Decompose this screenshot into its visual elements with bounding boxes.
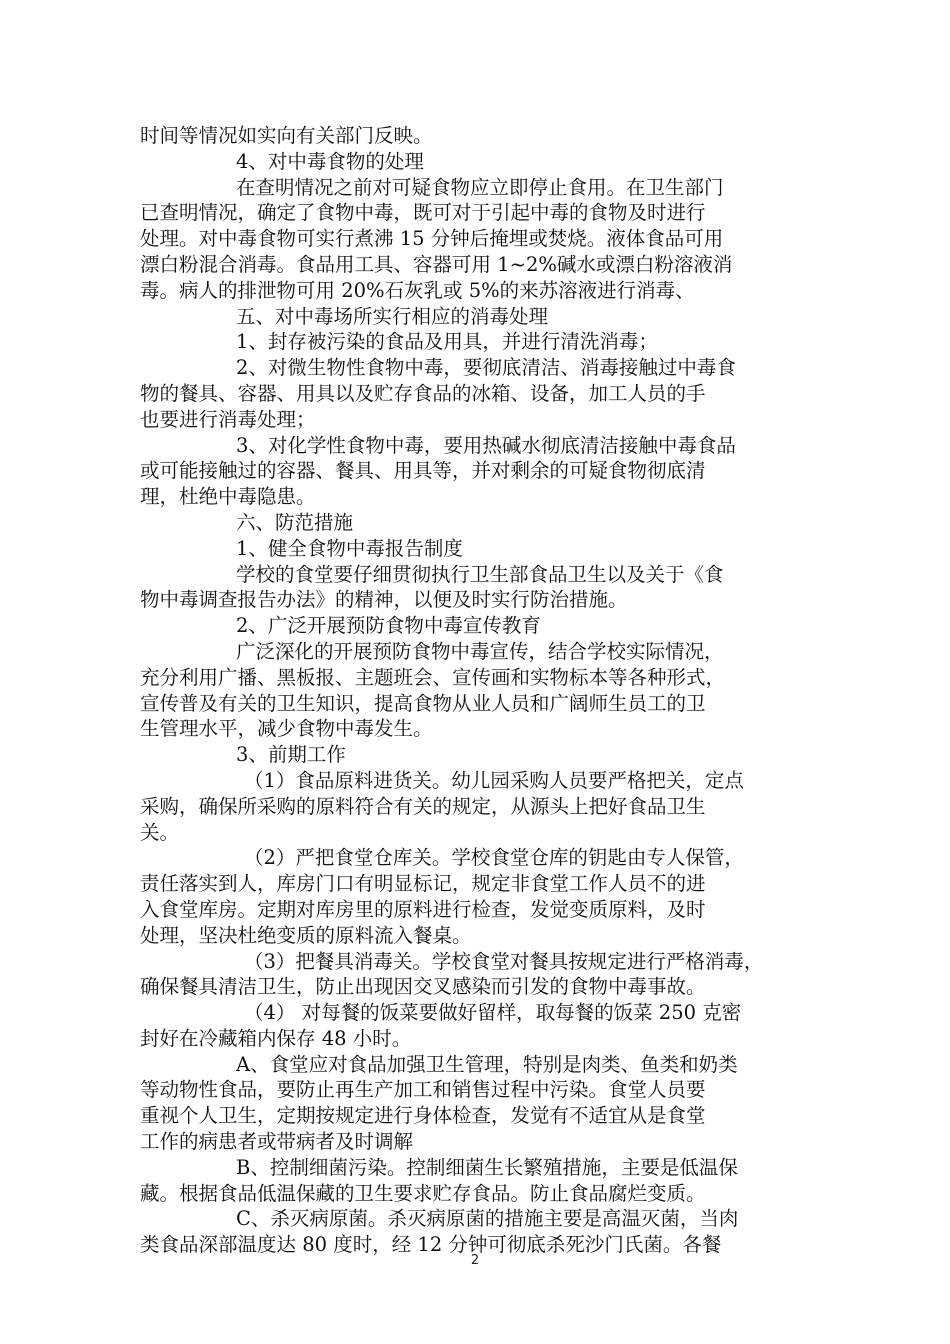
section-heading: 3、前期工作 bbox=[236, 743, 346, 767]
section-heading: 六、防范措施 bbox=[236, 510, 354, 534]
text-line: 或可能接触过的容器、餐具、用具等，并对剩余的可疑食物彻底清 bbox=[140, 459, 706, 483]
text-line: 工作的病患者或带病者及时调解 bbox=[140, 1130, 414, 1154]
section-heading: 4、对中毒食物的处理 bbox=[236, 149, 424, 173]
text-line: 宣传普及有关的卫生知识，提高食物从业人员和广阔师生员工的卫 bbox=[140, 691, 706, 715]
text-line: 封好在冷藏箱内保存 48 小时。 bbox=[140, 1026, 412, 1050]
text-line: 等动物性食品，要防止再生产加工和销售过程中污染。食堂人员要 bbox=[140, 1078, 706, 1102]
text-line: 处理，坚决杜绝变质的原料流入餐桌。 bbox=[140, 923, 472, 947]
text-line: 1、封存被污染的食品及用具，并进行清洗消毒； bbox=[236, 330, 658, 354]
text-line: 时间等情况如实向有关部门反映。 bbox=[140, 124, 433, 147]
text-line: 学校的食堂要仔细贯彻执行卫生部食品卫生以及关于《食 bbox=[236, 562, 724, 586]
text-line: 毒。病人的排泄物可用 20%石灰乳或 5%的来苏溶液进行消毒、 bbox=[140, 278, 695, 302]
text-line: 也要进行消毒处理； bbox=[140, 407, 316, 431]
text-line: 重视个人卫生，定期按规定进行身体检查，发觉有不适宜从是食堂 bbox=[140, 1104, 706, 1128]
text-line: 物中毒调查报告办法》的精神，以便及时实行防治措施。 bbox=[140, 588, 628, 612]
document-body bbox=[140, 123, 820, 1258]
text-line: 理，杜绝中毒隐患。 bbox=[140, 485, 316, 509]
text-line: （3）把餐具消毒关。学校食堂对餐具按规定进行严格消毒， bbox=[244, 949, 764, 973]
text-line: 关。 bbox=[140, 820, 180, 844]
section-heading: 五、对中毒场所实行相应的消毒处理 bbox=[236, 304, 549, 328]
text-line: 漂白粉混合消毒。食品用工具、容器可用 1~2%碱水或漂白粉溶液消 bbox=[140, 252, 733, 276]
text-line: 充分利用广播、黑板报、主题班会、宣传画和实物标本等各种形式， bbox=[140, 665, 726, 689]
text-line: （4） 对每餐的饭菜要做好留样，取每餐的饭菜 250 克密 bbox=[244, 1001, 742, 1025]
section-heading: 2、广泛开展预防食物中毒宣传教育 bbox=[236, 614, 541, 638]
text-line: （1）食品原料进货关。幼儿园采购人员要严格把关，定点 bbox=[244, 768, 744, 792]
text-line: 藏。根据食品低温保藏的卫生要求贮存食品。防止食品腐烂变质。 bbox=[140, 1181, 706, 1205]
text-line: 处理。对中毒食物可实行煮沸 15 分钟后掩埋或焚烧。液体食品可用 bbox=[140, 227, 724, 251]
text-line: 2、对微生物性食物中毒，要彻底清洁、消毒接触过中毒食 bbox=[236, 356, 736, 380]
text-line: 生管理水平，减少食物中毒发生。 bbox=[140, 717, 433, 741]
text-line: A、食堂应对食品加强卫生管理，特别是肉类、鱼类和奶类 bbox=[236, 1052, 738, 1076]
text-line: 在查明情况之前对可疑食物应立即停止食用。在卫生部门 bbox=[236, 175, 724, 199]
text-line: 已查明情况，确定了食物中毒，既可对于引起中毒的食物及时进行 bbox=[140, 201, 706, 225]
text-line: 物的餐具、容器、用具以及贮存食品的冰箱、设备，加工人员的手 bbox=[140, 381, 706, 405]
text-line: 入食堂库房。定期对库房里的原料进行检查，发觉变质原料，及时 bbox=[140, 897, 706, 921]
text-line: 采购，确保所采购的原料符合有关的规定，从源头上把好食品卫生 bbox=[140, 794, 706, 818]
page-number: 2 bbox=[470, 1253, 480, 1268]
text-line: 责任落实到人，库房门口有明显标记，规定非食堂工作人员不的进 bbox=[140, 872, 706, 896]
section-heading: 1、健全食物中毒报告制度 bbox=[236, 536, 463, 560]
text-line: C、杀灭病原菌。杀灭病原菌的措施主要是高温灭菌，当肉 bbox=[236, 1207, 739, 1231]
text-line: （2）严把食堂仓库关。学校食堂仓库的钥匙由专人保管， bbox=[244, 846, 744, 870]
text-line: 3、对化学性食物中毒，要用热碱水彻底清洁接触中毒食品 bbox=[236, 433, 736, 457]
text-line: B、控制细菌污染。控制细菌生长繁殖措施，主要是低温保 bbox=[236, 1155, 738, 1179]
text-line: 类食品深部温度达 80 度时，经 12 分钟可彻底杀死沙门氏菌。各餐 bbox=[140, 1233, 722, 1257]
text-line: 广泛深化的开展预防食物中毒宣传，结合学校实际情况， bbox=[236, 639, 724, 663]
text-line: 确保餐具清洁卫生，防止出现因交叉感染而引发的食物中毒事故。 bbox=[140, 975, 706, 999]
